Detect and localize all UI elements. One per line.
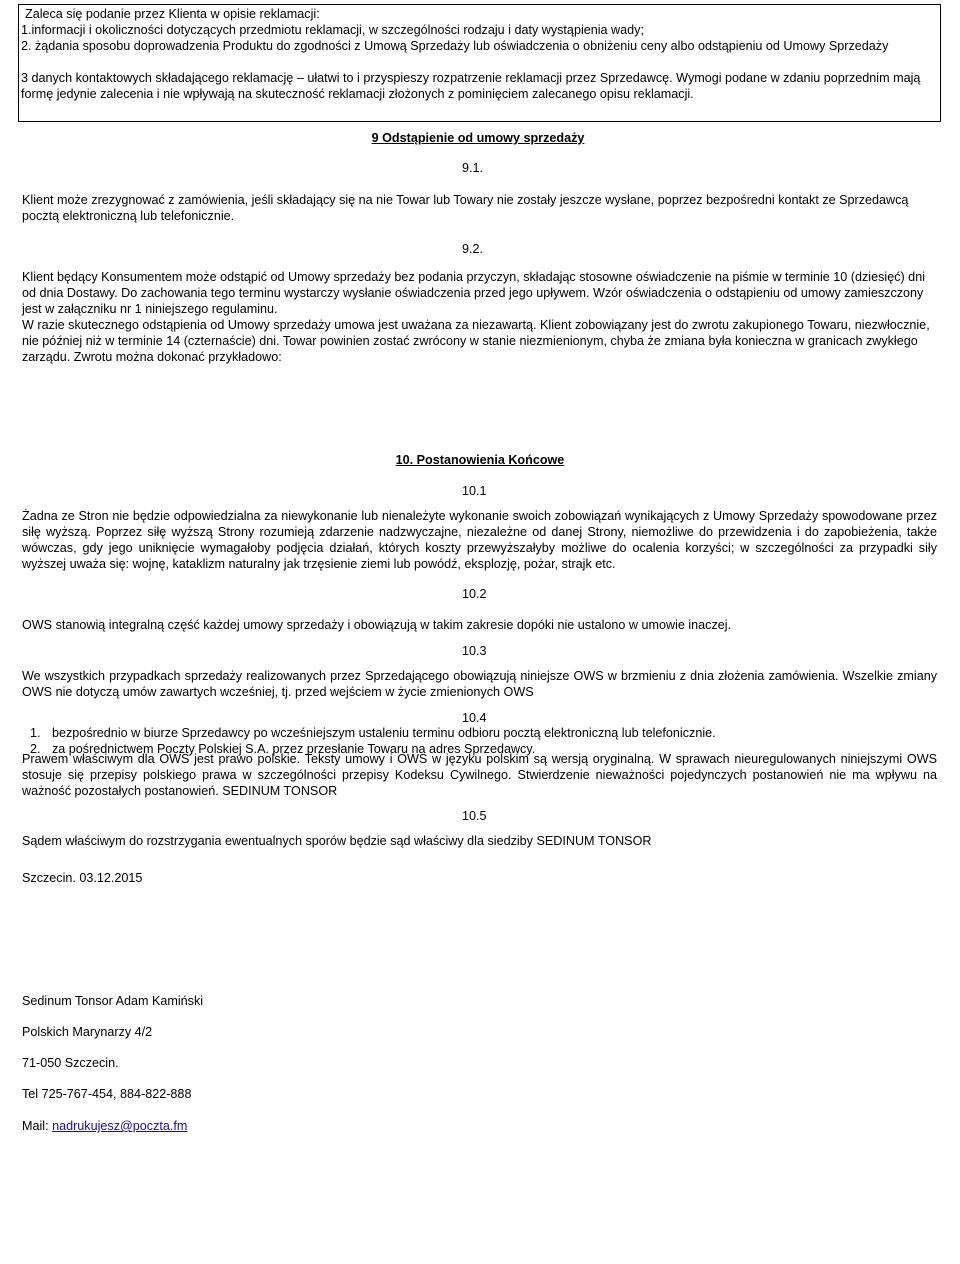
section-10-3-number: 10.3 <box>462 644 487 658</box>
box-item-3: 3 danych kontaktowych składającego reklamację – ułatwi to i przyspieszy rozpatrzenie reklamacji przez Sprzedawcę. Wymogi podane w zdaniu poprzednim mają formę jedynie zalecenia i nie wpływają na skuteczność reklamacji złożonych z pominięciem zalecanego opisu reklamacji. <box>21 71 921 101</box>
section-9-1-text: Klient może zrezygnować z zamówienia, jeśli składający się na nie Towar lub Towary nie zostały jeszcze wysłane, poprzez bezpośredni kontakt ze Sprzedawcą pocztą elektroniczną lub telefonicznie. <box>22 193 909 223</box>
section-10-2-text: OWS stanowią integralną część każdej umowy sprzedaży i obowiązują w takim zakresie dopóki nie ustalono w umowie inaczej. <box>22 618 732 632</box>
section-10-4-number: 10.4 <box>462 711 487 725</box>
document-date: Szczecin. 03.12.2015 <box>22 871 143 885</box>
mail-link[interactable]: nadrukujesz@poczta.fm <box>52 1119 188 1133</box>
company-name: Sedinum Tonsor Adam Kamiński <box>22 994 204 1008</box>
section-10-title: 10. Postanowienia Końcowe <box>395 453 565 467</box>
section-10-2-number: 10.2 <box>462 587 487 601</box>
section-10-1-number: 10.1 <box>462 484 487 498</box>
section-9-1-number: 9.1. <box>462 161 484 175</box>
box-item-1: 1.informacji i okoliczności dotyczących przedmiotu reklamacji, w szczególności rodzaju i daty wystąpienia wady; <box>21 23 644 37</box>
section-9-2-text: Klient będący Konsumentem może odstąpić od Umowy sprzedaży bez podania przyczyn, składając stosowne oświadczenie na piśmie w terminie 10 (dziesięć) dni od dnia Dostawy. Do zachowania tego terminu wystarczy wysłanie oświadczenia przed jego upływem. Wzór oświadczenia o odstąpieniu od umowy zamieszczony jest w załączniku nr 1 niniejszego regulaminu. <box>22 270 925 316</box>
section-9-2-return-text: W razie skutecznego odstąpienia od Umowy sprzedaży umowa jest uważana za niezawartą. Klient zobowiązany jest do zwrotu zakupionego Towaru, niezwłocznie, nie później niż w terminie 14 (czternaście) dni. Towar powinien zostać zwrócony w stanie niezmienionym, chyba że zmiana była konieczna w granicach zwykłego zarządu. Zwrotu można dokonać przykładowo: <box>22 318 930 364</box>
section-10-5-text: Sądem właściwym do rozstrzygania ewentualnych sporów będzie sąd właściwy dla siedziby SEDINUM TONSOR <box>22 834 652 848</box>
complaint-recommendation-box <box>18 4 941 122</box>
section-10-1-text: Żadna ze Stron nie będzie odpowiedzialna za niewykonanie lub nienależyte wykonanie swoich zobowiązań wynikających z Umowy Sprzedaży spowodowane przez siłę wyższą. Poprzez siłę wyższą Strony rozumieją zdarzenie nadzwyczajne, niezależne od danej Strony, niemożliwe do przewidzenia i do zapobieżenia, także wówczas, gdy jego uniknięcie wymagałoby podjęcia działań, których koszty przewyższałyby możliwe do ocalenia korzyści; w szczególności za przypadki siły wyższej uważa się: wojnę, kataklizm naturalny jak trzęsienie ziemi lub powódź, eksplozję, pożar, strajk etc. <box>22 509 937 571</box>
section-9-2-number: 9.2. <box>462 242 484 256</box>
company-street: Polskich Marynarzy 4/2 <box>22 1025 153 1039</box>
section-10-5-number: 10.5 <box>462 809 487 823</box>
company-phone: Tel 725-767-454, 884-822-888 <box>22 1087 192 1101</box>
mail-label: Mail: <box>22 1119 53 1133</box>
company-city: 71-050 Szczecin. <box>22 1056 119 1070</box>
list-item: 1. bezpośrednio w biurze Sprzedawcy po wcześniejszym ustaleniu terminu odbioru pocztą elektroniczną lub telefonicznie. <box>30 726 716 740</box>
section-10-4-text: Prawem właściwym dla OWS jest prawo polskie. Teksty umowy i OWS w języku polskim są wersją oryginalną. W sprawach nieuregulowanych niniejszymi OWS stosuje się przepisy polskiego prawa w szczególności przepisy Kodeksu Cywilnego. Stwierdzenie nieważności pojedynczych postanowień nie ma wpływu na ważność pozostałych postanowień. SEDINUM TONSOR <box>22 752 937 798</box>
company-mail <box>22 1118 187 1134</box>
list-item: 2. za pośrednictwem Poczty Polskiej S.A. przez przesłanie Towaru na adres Sprzedawcy. <box>30 742 536 756</box>
box-item-2: 2. żądania sposobu doprowadzenia Produktu do zgodności z Umową Sprzedaży lub oświadczenia o obniżeniu ceny albo odstąpieniu od Umowy Sprzedaży <box>21 39 889 53</box>
box-intro: Zaleca się podanie przez Klienta w opisie reklamacji: <box>25 7 320 21</box>
section-9-title: 9 Odstąpienie od umowy sprzedaży <box>371 131 585 145</box>
section-10-3-text: We wszystkich przypadkach sprzedaży realizowanych przez Sprzedającego obowiązują niniejsze OWS w brzmieniu z dnia złożenia zamówienia. Wszelkie zmiany OWS nie dotyczą umów zawartych wcześniej, tj. przed wejściem w życie zmienionych OWS <box>22 669 937 699</box>
